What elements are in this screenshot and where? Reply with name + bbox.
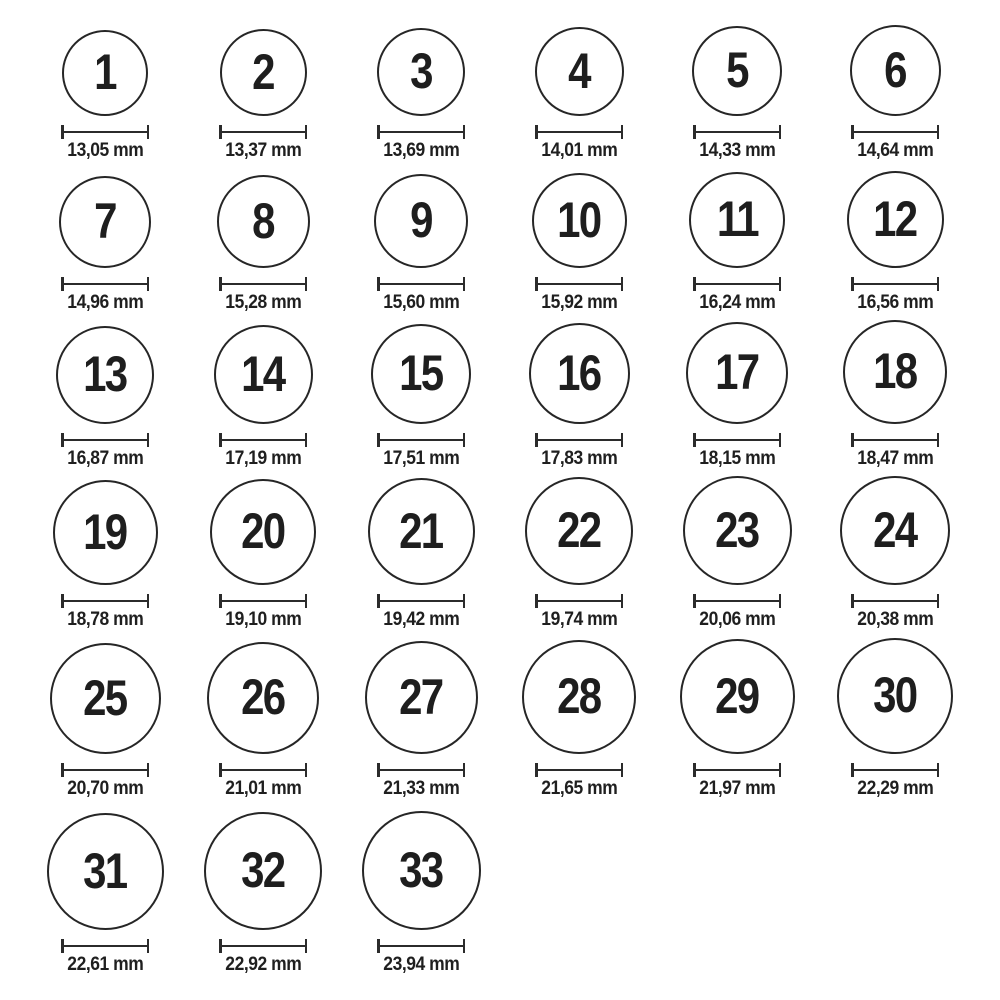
- ring-circle: [850, 25, 941, 116]
- ring-circle: [374, 174, 468, 268]
- ring-size-number: 4: [568, 42, 590, 99]
- diameter-measure-line: [377, 433, 465, 447]
- measure-rule: [378, 945, 464, 948]
- ring-size-number: 22: [557, 502, 601, 558]
- ring-circle: [532, 173, 627, 268]
- diameter-label: 18,15 mm: [698, 448, 776, 469]
- diameter-label: 21,01 mm: [224, 778, 302, 799]
- diameter-label: 21,97 mm: [698, 778, 776, 799]
- diameter-measure-line: [61, 763, 149, 777]
- measure-rule: [852, 600, 938, 603]
- ring-size-cell: [816, 637, 974, 806]
- diameter-measure-line: [377, 763, 465, 777]
- diameter-label: 15,92 mm: [540, 292, 618, 313]
- ring-size-number: 25: [83, 669, 127, 726]
- ring-size-number: 10: [557, 191, 601, 248]
- measure-rule: [852, 439, 938, 442]
- ring-size-number: 6: [884, 41, 906, 98]
- ring-size-cell: [658, 637, 816, 806]
- diameter-measure-line: [61, 939, 149, 953]
- measure-rule: [220, 283, 306, 286]
- measure-rule: [378, 283, 464, 286]
- ring-circle: [371, 324, 471, 424]
- ring-circle: [368, 478, 475, 585]
- ring-circle: [204, 812, 322, 930]
- diameter-measure-line: [219, 125, 307, 139]
- ring-size-cell: [500, 168, 658, 320]
- ring-circle: [522, 640, 636, 754]
- diameter-label: 17,51 mm: [382, 448, 460, 469]
- diameter-measure-line: [61, 277, 149, 291]
- ring-size-cell: [26, 637, 184, 806]
- ring-size-number: 27: [399, 668, 443, 725]
- ring-size-cell: [342, 806, 500, 982]
- diameter-measure-line: [851, 594, 939, 608]
- diameter-measure-line: [535, 594, 623, 608]
- ring-size-cell: [816, 12, 974, 168]
- ring-size-number: 32: [241, 842, 285, 898]
- ring-size-cell: [184, 320, 342, 476]
- ring-circle: [525, 477, 633, 585]
- diameter-measure-line: [61, 125, 149, 139]
- diameter-measure-line: [535, 763, 623, 777]
- ring-size-number: 26: [241, 669, 285, 725]
- diameter-measure-line: [851, 277, 939, 291]
- ring-size-number: 2: [252, 43, 274, 100]
- ring-circle: [217, 175, 310, 268]
- ring-size-number: 12: [873, 190, 917, 247]
- ring-size-cell: [342, 320, 500, 476]
- diameter-measure-line: [219, 939, 307, 953]
- ring-size-cell: [26, 320, 184, 476]
- diameter-measure-line: [535, 433, 623, 447]
- diameter-label: 19,10 mm: [224, 609, 302, 630]
- ring-circle: [214, 325, 313, 424]
- measure-rule: [694, 769, 780, 772]
- ring-size-number: 8: [252, 192, 274, 249]
- measure-rule: [536, 283, 622, 286]
- measure-rule: [536, 769, 622, 772]
- diameter-label: 20,70 mm: [66, 778, 144, 799]
- ring-size-cell: [500, 637, 658, 806]
- measure-rule: [378, 439, 464, 442]
- ring-circle: [843, 320, 947, 424]
- ring-size-number: 20: [241, 503, 285, 559]
- ring-circle: [365, 641, 478, 754]
- ring-circle: [686, 322, 788, 424]
- diameter-label: 16,87 mm: [66, 448, 144, 469]
- diameter-label: 14,33 mm: [698, 140, 776, 161]
- ring-size-cell: [26, 168, 184, 320]
- diameter-measure-line: [693, 277, 781, 291]
- diameter-label: 21,33 mm: [382, 778, 460, 799]
- diameter-measure-line: [851, 125, 939, 139]
- ring-size-cell: [26, 12, 184, 168]
- ring-size-cell: [658, 168, 816, 320]
- measure-rule: [220, 439, 306, 442]
- ring-size-cell: [184, 168, 342, 320]
- diameter-label: 23,94 mm: [382, 954, 460, 975]
- ring-circle: [529, 323, 630, 424]
- ring-size-number: 29: [715, 667, 759, 724]
- ring-circle: [50, 643, 161, 754]
- ring-size-number: 30: [873, 667, 917, 723]
- ring-size-cell: [500, 476, 658, 637]
- ring-size-number: 5: [726, 42, 748, 98]
- ring-size-cell: [342, 12, 500, 168]
- diameter-label: 14,96 mm: [66, 292, 144, 313]
- ring-size-number: 11: [716, 191, 758, 247]
- measure-rule: [220, 131, 306, 134]
- diameter-measure-line: [219, 763, 307, 777]
- diameter-label: 22,92 mm: [224, 954, 302, 975]
- measure-rule: [62, 439, 148, 442]
- diameter-label: 18,78 mm: [66, 609, 144, 630]
- ring-circle: [680, 639, 795, 754]
- ring-size-number: 28: [557, 668, 601, 724]
- ring-circle: [377, 28, 465, 116]
- measure-rule: [694, 131, 780, 134]
- measure-rule: [852, 769, 938, 772]
- ring-size-number: 18: [873, 343, 917, 399]
- ring-size-cell: [658, 476, 816, 637]
- ring-size-cell: [658, 320, 816, 476]
- ring-size-cell: [816, 320, 974, 476]
- ring-size-number: 17: [715, 344, 759, 400]
- ring-circle: [683, 476, 792, 585]
- ring-circle: [362, 811, 481, 930]
- ring-circle: [535, 27, 624, 116]
- diameter-label: 19,74 mm: [540, 609, 618, 630]
- measure-rule: [378, 131, 464, 134]
- diameter-label: 15,60 mm: [382, 292, 460, 313]
- measure-rule: [694, 283, 780, 286]
- diameter-label: 22,29 mm: [856, 778, 934, 799]
- diameter-label: 18,47 mm: [856, 448, 934, 469]
- ring-size-number: 9: [410, 192, 432, 248]
- ring-circle: [56, 326, 154, 424]
- ring-size-cell: [342, 168, 500, 320]
- diameter-label: 20,06 mm: [698, 609, 776, 630]
- ring-size-number: 33: [399, 841, 443, 898]
- measure-rule: [378, 769, 464, 772]
- diameter-label: 13,37 mm: [224, 140, 302, 161]
- diameter-measure-line: [693, 763, 781, 777]
- ring-circle: [220, 29, 307, 116]
- measure-rule: [220, 600, 306, 603]
- diameter-measure-line: [61, 433, 149, 447]
- ring-circle: [210, 479, 316, 585]
- diameter-measure-line: [219, 277, 307, 291]
- ring-size-cell: [26, 806, 184, 982]
- diameter-label: 13,05 mm: [66, 140, 144, 161]
- diameter-measure-line: [377, 125, 465, 139]
- ring-circle: [837, 638, 953, 754]
- ring-size-cell: [342, 476, 500, 637]
- diameter-measure-line: [693, 594, 781, 608]
- ring-size-number: 16: [557, 344, 601, 401]
- ring-size-number: 14: [241, 345, 285, 402]
- measure-rule: [62, 945, 148, 948]
- ring-size-cell: [184, 12, 342, 168]
- diameter-measure-line: [851, 763, 939, 777]
- ring-circle: [47, 813, 164, 930]
- diameter-label: 16,24 mm: [698, 292, 776, 313]
- ring-size-number: 13: [83, 346, 127, 402]
- ring-size-number: 21: [399, 502, 443, 559]
- diameter-label: 19,42 mm: [382, 609, 460, 630]
- ring-size-cell: [816, 168, 974, 320]
- diameter-label: 13,69 mm: [382, 140, 460, 161]
- ring-circle: [59, 176, 151, 268]
- ring-size-number: 31: [83, 842, 127, 899]
- ring-size-number: 23: [715, 501, 759, 558]
- diameter-label: 16,56 mm: [856, 292, 934, 313]
- diameter-measure-line: [61, 594, 149, 608]
- ring-circle: [847, 171, 944, 268]
- measure-rule: [220, 769, 306, 772]
- measure-rule: [378, 600, 464, 603]
- diameter-measure-line: [377, 939, 465, 953]
- measure-rule: [536, 600, 622, 603]
- ring-size-cell: [26, 476, 184, 637]
- measure-rule: [62, 769, 148, 772]
- diameter-measure-line: [377, 594, 465, 608]
- ring-circle: [692, 26, 782, 116]
- ring-size-cell: [184, 806, 342, 982]
- diameter-measure-line: [851, 433, 939, 447]
- ring-size-number: 3: [410, 43, 432, 99]
- diameter-measure-line: [219, 594, 307, 608]
- ring-circle: [207, 642, 319, 754]
- diameter-measure-line: [693, 125, 781, 139]
- measure-rule: [62, 283, 148, 286]
- diameter-label: 14,01 mm: [540, 140, 618, 161]
- measure-rule: [536, 439, 622, 442]
- measure-rule: [852, 283, 938, 286]
- diameter-measure-line: [693, 433, 781, 447]
- ring-size-number: 1: [94, 44, 116, 100]
- measure-rule: [62, 131, 148, 134]
- ring-size-cell: [184, 476, 342, 637]
- diameter-label: 22,61 mm: [66, 954, 144, 975]
- diameter-label: 15,28 mm: [224, 292, 302, 313]
- measure-rule: [536, 131, 622, 134]
- ring-circle: [840, 476, 950, 585]
- measure-rule: [694, 600, 780, 603]
- diameter-measure-line: [219, 433, 307, 447]
- ring-circle: [62, 30, 148, 116]
- ring-size-cell: [816, 476, 974, 637]
- ring-size-cell: [658, 12, 816, 168]
- diameter-label: 17,83 mm: [540, 448, 618, 469]
- diameter-label: 21,65 mm: [540, 778, 618, 799]
- measure-rule: [694, 439, 780, 442]
- measure-rule: [220, 945, 306, 948]
- diameter-measure-line: [377, 277, 465, 291]
- ring-circle: [689, 172, 785, 268]
- ring-size-cell: [500, 12, 658, 168]
- ring-size-number: 15: [399, 345, 443, 401]
- diameter-measure-line: [535, 125, 623, 139]
- measure-rule: [852, 131, 938, 134]
- measure-rule: [62, 600, 148, 603]
- ring-size-cell: [342, 637, 500, 806]
- diameter-label: 17,19 mm: [224, 448, 302, 469]
- ring-size-cell: [500, 320, 658, 476]
- ring-circle: [53, 480, 158, 585]
- ring-size-number: 7: [94, 193, 116, 249]
- diameter-label: 14,64 mm: [856, 140, 934, 161]
- ring-size-cell: [184, 637, 342, 806]
- ring-size-number: 24: [873, 501, 917, 558]
- diameter-label: 20,38 mm: [856, 609, 934, 630]
- ring-size-number: 19: [83, 503, 127, 560]
- diameter-measure-line: [535, 277, 623, 291]
